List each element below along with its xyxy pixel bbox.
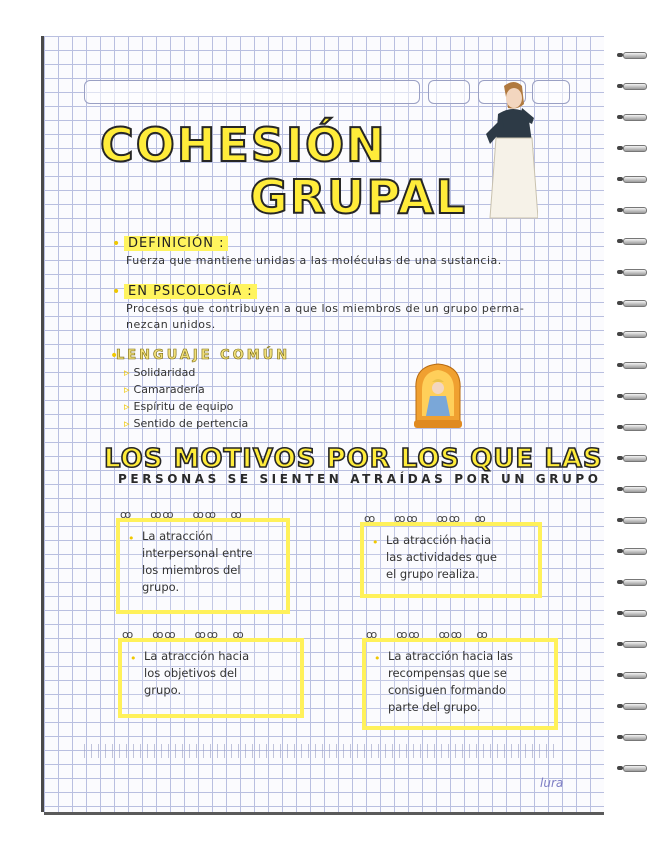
spiral-hole bbox=[617, 487, 623, 491]
spiral-hole bbox=[617, 84, 623, 88]
bullet-dot: • bbox=[374, 652, 381, 665]
spiral-hole bbox=[617, 766, 623, 770]
spiral-hole bbox=[617, 394, 623, 398]
definicion-text: Fuerza que mantiene unidas a las moléculas de una sustancia. bbox=[126, 254, 502, 267]
motivos-heading: LOS MOTIVOS POR LOS QUE LAS bbox=[104, 444, 603, 474]
lenguaje-item: ▹ Espíritu de equipo bbox=[124, 400, 234, 413]
motivo-card-text: La atracción interpersonal entre los miembros del grupo. bbox=[142, 529, 253, 594]
bullet-dot: • bbox=[130, 652, 137, 665]
spiral-hole bbox=[617, 208, 623, 212]
spiral-hole bbox=[617, 704, 623, 708]
spiral-ring bbox=[623, 236, 649, 246]
lenguaje-heading: LENGUAJE COMÚN bbox=[116, 348, 291, 363]
motivo-card bbox=[116, 508, 290, 614]
spiral-hole bbox=[617, 642, 623, 646]
spiral-hole bbox=[617, 611, 623, 615]
spiral-binding bbox=[623, 50, 649, 800]
throne-illustration bbox=[410, 360, 466, 432]
header-box-name bbox=[84, 80, 420, 104]
girl-illustration bbox=[478, 78, 538, 220]
psicologia-heading: EN PSICOLOGÍA : bbox=[124, 284, 257, 299]
spiral-ring bbox=[623, 484, 649, 494]
spiral-hole bbox=[617, 363, 623, 367]
lenguaje-item: ▹ Solidaridad bbox=[124, 366, 196, 379]
spiral-ring bbox=[623, 112, 649, 122]
spiral-hole bbox=[617, 549, 623, 553]
card-rings-decoration: ꝏ ꝏꝏ ꝏꝏ ꝏ bbox=[364, 512, 487, 524]
spiral-hole bbox=[617, 456, 623, 460]
spiral-ring bbox=[623, 670, 649, 680]
spiral-ring bbox=[623, 267, 649, 277]
spiral-ring bbox=[623, 50, 649, 60]
spiral-hole bbox=[617, 146, 623, 150]
spiral-hole bbox=[617, 115, 623, 119]
spiral-ring bbox=[623, 763, 649, 773]
spiral-ring bbox=[623, 81, 649, 91]
bullet-dot: • bbox=[112, 236, 121, 252]
spiral-hole bbox=[617, 580, 623, 584]
page-title-line2: GRUPAL bbox=[250, 170, 467, 224]
motivo-card-text: La atracción hacia las recompensas que se consiguen formando parte del grupo. bbox=[388, 649, 514, 714]
lenguaje-item: ▹ Sentido de pertencia bbox=[124, 417, 249, 430]
motivo-card bbox=[360, 512, 542, 598]
spiral-hole bbox=[617, 301, 623, 305]
spiral-hole bbox=[617, 239, 623, 243]
psicologia-text-line2: nezcan unidos. bbox=[126, 318, 216, 331]
arrow-icon: ▹ bbox=[124, 400, 130, 413]
card-rings-decoration: ꝏ ꝏꝏ ꝏꝏ ꝏ bbox=[120, 508, 243, 520]
spiral-hole bbox=[617, 177, 623, 181]
bullet-dot: • bbox=[128, 532, 135, 545]
motivo-card bbox=[362, 628, 558, 730]
spiral-ring bbox=[623, 701, 649, 711]
spiral-ring bbox=[623, 422, 649, 432]
spiral-ring bbox=[623, 360, 649, 370]
motivo-card-text: La atracción hacia las actividades que el grupo realiza. bbox=[386, 533, 497, 581]
spiral-hole bbox=[617, 735, 623, 739]
spiral-hole bbox=[617, 425, 623, 429]
spiral-ring bbox=[623, 329, 649, 339]
motivo-card bbox=[118, 628, 304, 718]
card-rings-decoration: ꝏ ꝏꝏ ꝏꝏ ꝏ bbox=[122, 628, 245, 640]
spiral-ring bbox=[623, 546, 649, 556]
lenguaje-item: ▹ Camaradería bbox=[124, 383, 205, 396]
arrow-icon: ▹ bbox=[124, 417, 130, 430]
bullet-dot: • bbox=[372, 536, 379, 549]
spiral-ring bbox=[623, 143, 649, 153]
spiral-hole bbox=[617, 673, 623, 677]
spiral-ring bbox=[623, 453, 649, 463]
spiral-ring bbox=[623, 174, 649, 184]
watermark: lura bbox=[540, 776, 564, 790]
spiral-ring bbox=[623, 732, 649, 742]
spiral-ring bbox=[623, 515, 649, 525]
arrow-icon: ▹ bbox=[124, 366, 130, 379]
spiral-ring bbox=[623, 608, 649, 618]
motivos-subheading: PERSONAS SE SIENTEN ATRAÍDAS POR UN GRUPO bbox=[118, 472, 602, 486]
bullet-dot: • bbox=[110, 348, 119, 364]
motivo-card-text: La atracción hacia los objetivos del grupo. bbox=[144, 649, 250, 697]
spiral-ring bbox=[623, 298, 649, 308]
spiral-ring bbox=[623, 639, 649, 649]
spiral-hole bbox=[617, 518, 623, 522]
bottom-decoration bbox=[84, 744, 554, 758]
spiral-hole bbox=[617, 332, 623, 336]
spiral-ring bbox=[623, 391, 649, 401]
spiral-ring bbox=[623, 205, 649, 215]
definicion-heading: DEFINICIÓN : bbox=[124, 236, 228, 251]
spiral-hole bbox=[617, 53, 623, 57]
card-rings-decoration: ꝏ ꝏꝏ ꝏꝏ ꝏ bbox=[366, 628, 489, 640]
bullet-dot: • bbox=[112, 284, 121, 300]
header-box-date bbox=[428, 80, 470, 104]
spiral-hole bbox=[617, 270, 623, 274]
arrow-icon: ▹ bbox=[124, 383, 130, 396]
spiral-ring bbox=[623, 577, 649, 587]
psicologia-text-line1: Procesos que contribuyen a que los miembros de un grupo perma- bbox=[126, 302, 525, 315]
page-title-line1: COHESIÓN bbox=[100, 118, 387, 172]
